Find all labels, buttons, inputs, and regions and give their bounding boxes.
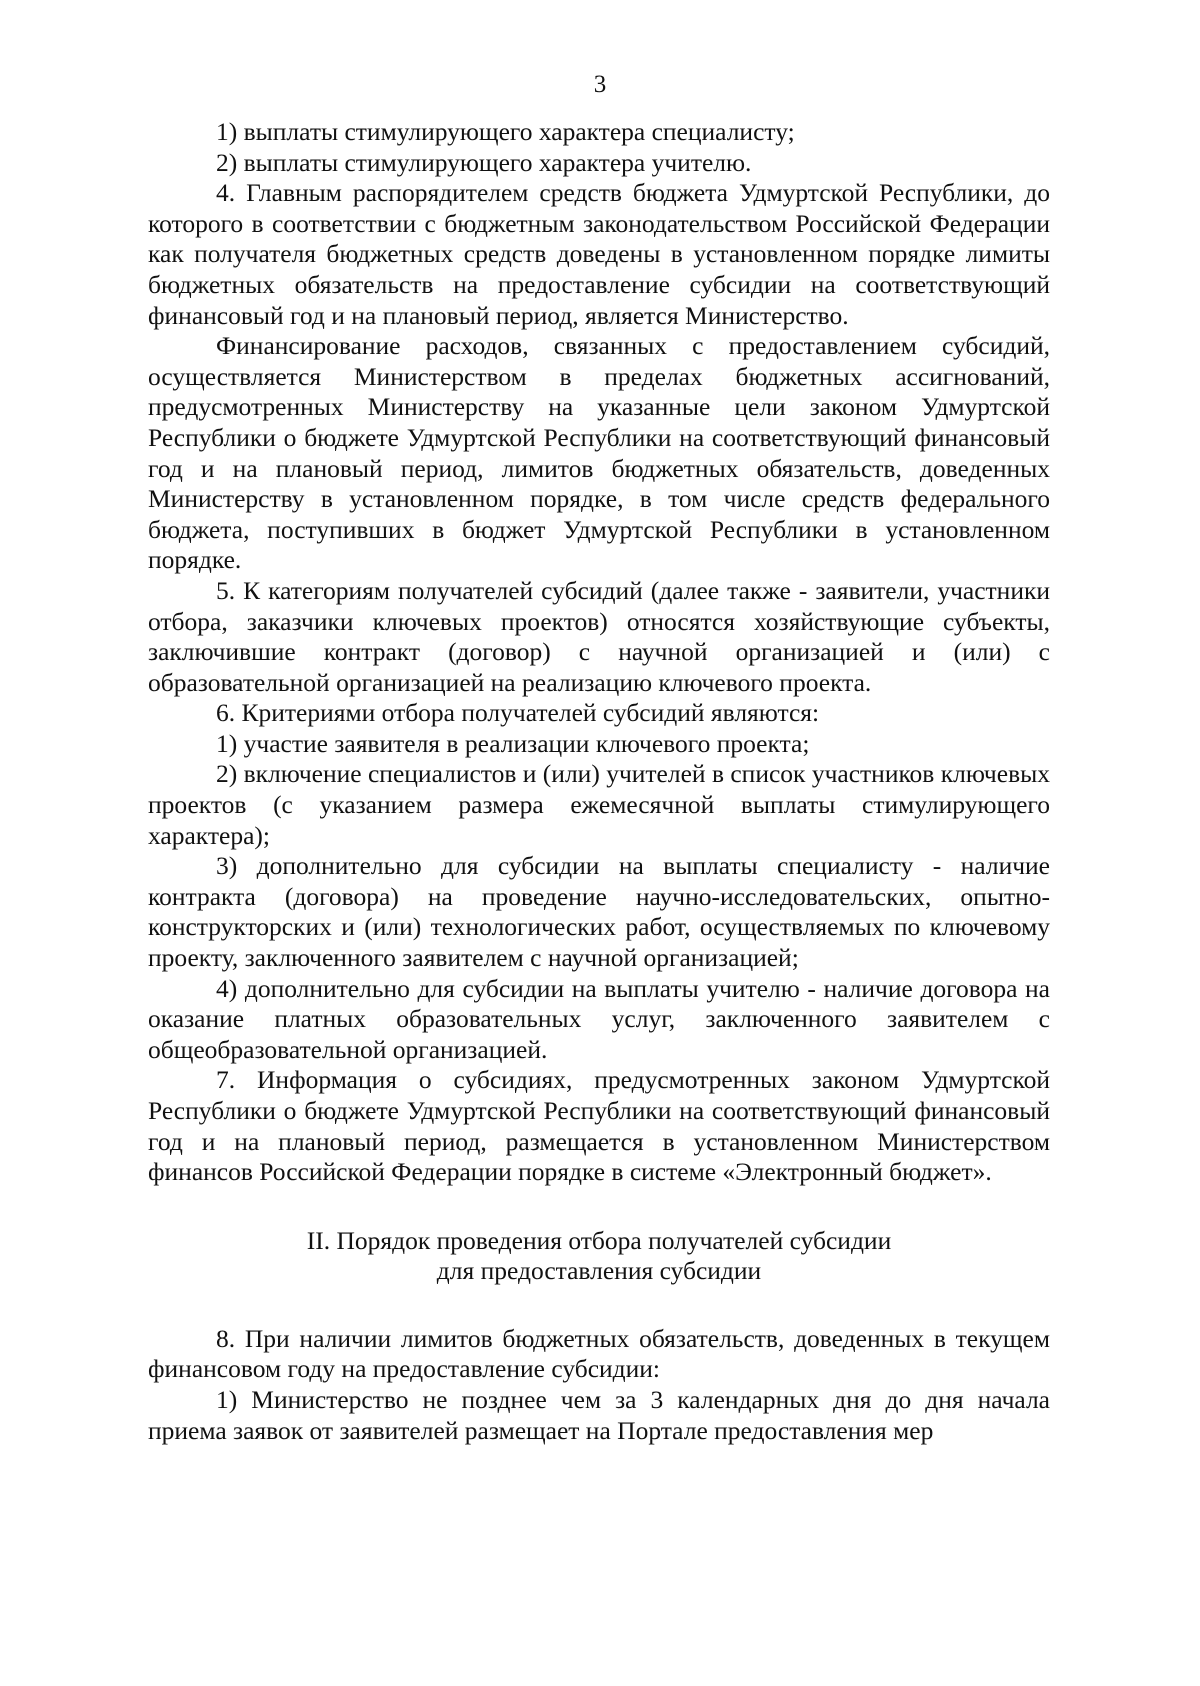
paragraph-item-7: 7. Информация о субсидиях, предусмотренных законом Удмуртской Республики о бюджете Удмуртской Республики на соответствующий финансовый год и на плановый период, размещается в установленном Министерством финансов Российской Федерации порядке в системе «Электронный бюджет». (148, 1065, 1050, 1187)
paragraph-item-4: 4. Главным распорядителем средств бюджета Удмуртской Республики, до которого в соответствии с бюджетным законодательством Российской Федерации как получателя бюджетных средств доведены в установленном порядке лимиты бюджетных обязательств на предоставление субсидии на соответствующий финансовый год и на плановый период, является Министерство. (148, 178, 1050, 330)
paragraph-subsidy-type-specialist: 1) выплаты стимулирующего характера специалисту; (216, 117, 795, 146)
paragraph-item-8-subitem-1: 1) Министерство не позднее чем за 3 календарных дня до дня начала приема заявок от заявителей размещает на Портале предоставления мер (148, 1384, 1050, 1445)
page-number: 3 (593, 71, 607, 98)
section-heading-line-2: для предоставления субсидии (436, 1255, 762, 1285)
paragraph-financing: Финансирование расходов, связанных с предоставлением субсидий, осуществляется Министерством в пределах бюджетных ассигнований, предусмотренных Министерству на указанные цели законом Удмуртской Республики о бюджете Удмуртской Республики на соответствующий финансовый год и на плановый период, лимитов бюджетных обязательств, доведенных Министерству в установленном порядке, в том числе средств федерального бюджета, поступивших в бюджет Удмуртской Республики в установленном порядке. (148, 331, 1050, 575)
paragraph-criterion-3: 3) дополнительно для субсидии на выплаты специалисту - наличие контракта (договора) на проведение научно-исследовательских, опытно-конструкторских и (или) технологических работ, осуществляемых по ключевому проекту, заключенного заявителем с научной организацией; (148, 851, 1050, 973)
paragraph-item-5: 5. К категориям получателей субсидий (далее также - заявители, участники отбора, заказчики ключевых проектов) относятся хозяйствующие субъекты, заключившие контракт (договор) с научной организацией и (или) с образовательной организацией на реализацию ключевого проекта. (148, 575, 1050, 697)
paragraph-criterion-2: 2) включение специалистов и (или) учителей в список участников ключевых проектов (с указанием размера ежемесячной выплаты стимулирующего характера); (148, 759, 1050, 850)
paragraph-item-6: 6. Критериями отбора получателей субсидий являются: (216, 698, 820, 728)
section-heading (148, 1226, 1050, 1286)
paragraph-criterion-4: 4) дополнительно для субсидии на выплаты учителю - наличие договора на оказание платных образовательных услуг, заключенного заявителем с общеобразовательной организацией. (148, 973, 1050, 1064)
paragraph-subsidy-type-teacher: 2) выплаты стимулирующего характера учителю. (216, 147, 752, 177)
document-body (148, 117, 1050, 1446)
paragraph-criterion-1: 1) участие заявителя в реализации ключевого проекта; (216, 728, 810, 758)
paragraph-item-8: 8. При наличии лимитов бюджетных обязательств, доведенных в текущем финансовом году на предоставление субсидии: (148, 1323, 1050, 1384)
section-heading-line-1: II. Порядок проведения отбора получателей субсидии (306, 1225, 892, 1255)
